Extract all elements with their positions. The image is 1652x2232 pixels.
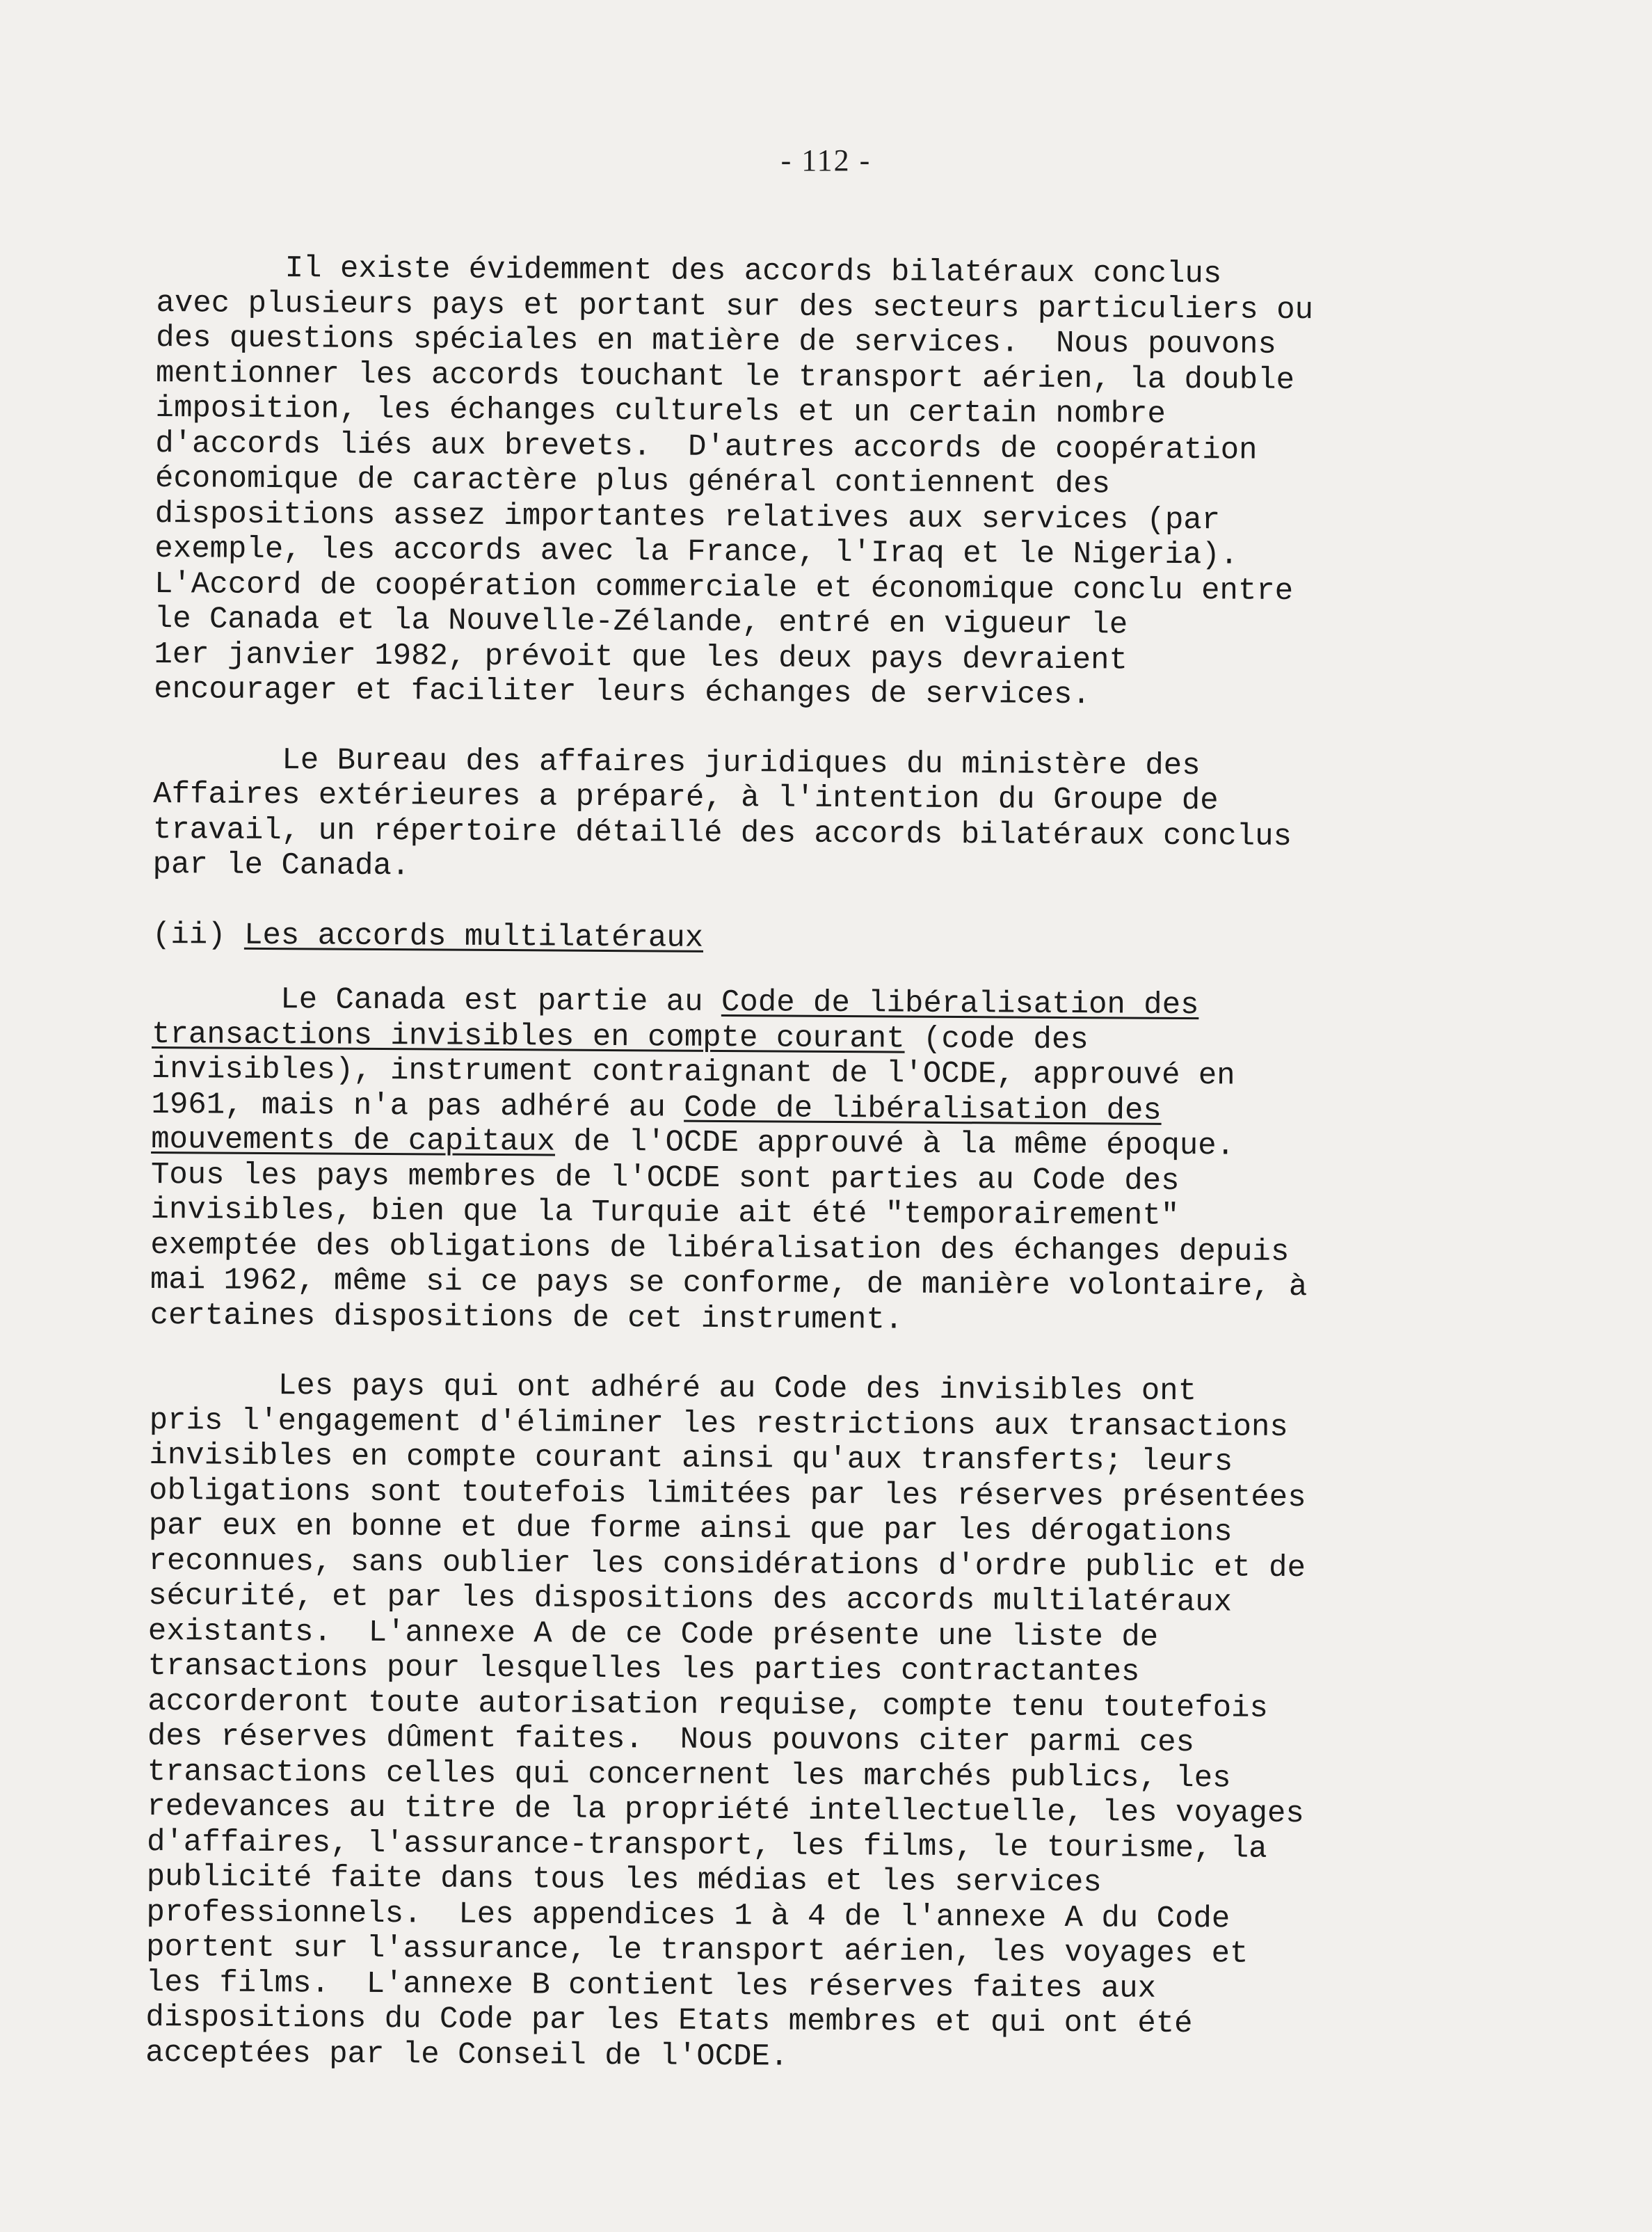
text-line: travail, un répertoire détaillé des accords bilatéraux conclus [152, 812, 1292, 854]
text-line: d'affaires, l'assurance-transport, les films, le tourisme, la [146, 1824, 1267, 1867]
text-line: pris l'engagement d'éliminer les restrictions aux transactions [149, 1403, 1288, 1445]
text-line: des questions spéciales en matière de services. Nous pouvons [156, 320, 1277, 362]
text-line: transactions pour lesquelles les parties contractantes [147, 1648, 1140, 1690]
text-line: dispositions du Code par les Etats membres et qui ont été [145, 2000, 1193, 2042]
text-line: par eux en bonne et due forme ainsi que par les dérogations [148, 1508, 1233, 1550]
text-line: par le Canada. [152, 847, 410, 884]
text-line: 1er janvier 1982, prévoit que les deux pays devraient [154, 637, 1128, 678]
text-line: Les pays qui ont adhéré au Code des invisibles ont [149, 1367, 1197, 1410]
text-fragment: 1961, mais n'a pas adhéré au [151, 1087, 684, 1126]
text-fragment: Le Canada est partie au [152, 981, 722, 1020]
underlined-code-title: transactions invisibles en compte courant [151, 1017, 905, 1057]
text-line: encourager et faciliter leurs échanges de services. [153, 671, 1091, 713]
text-line: transactions celles qui concernent les marchés publics, les [147, 1754, 1231, 1796]
text-line: portent sur l'assurance, le transport aérien, les voyages et [145, 1929, 1249, 1972]
paragraph-bilateral-agreements [154, 250, 1492, 715]
text-line: L'Accord de coopération commerciale et économique conclu entre [154, 566, 1294, 609]
text-line: certaines dispositions de cet instrument. [150, 1298, 904, 1338]
text-line: les films. L'annexe B contient les réserves faites aux [145, 1965, 1157, 2007]
text-line: sécurité, et par les dispositions des accords multilatéraux [148, 1578, 1233, 1620]
text-line: le Canada et la Nouvelle-Zélande, entré en vigueur le [154, 601, 1128, 643]
text-line: Il existe évidemment des accords bilatéraux conclus [156, 250, 1222, 292]
text-line: invisibles), instrument contraignant de l'OCDE, approuvé en [151, 1051, 1235, 1094]
underlined-code-title: Code de libéralisation des [721, 985, 1199, 1023]
text-line: professionnels. Les appendices 1 à 4 de l'annexe A du Code [146, 1895, 1230, 1936]
text-line: imposition, les échanges culturels et un certain nombre [155, 390, 1166, 432]
text-line: d'accords liés aux brevets. D'autres accords de coopération [155, 426, 1258, 468]
text-line: acceptées par le Conseil de l'OCDE. [145, 2035, 789, 2075]
text-line: exemple, les accords avec la France, l'Iraq et le Nigeria). [154, 531, 1239, 573]
text-line: invisibles, bien que la Turquie ait été "temporairement" [150, 1192, 1180, 1234]
text-line: avec plusieurs pays et portant sur des secteurs particuliers ou [156, 285, 1314, 328]
text-line: accorderont toute autorisation requise, compte tenu toutefois [147, 1684, 1269, 1726]
text-line: publicité faite dans tous les médias et les services [146, 1859, 1102, 1901]
paragraph-legal-bureau [152, 742, 1489, 891]
text-line: Affaires extérieures a préparé, à l'intention du Groupe de [153, 776, 1219, 819]
text-line: exemptée des obligations de libéralisation des échanges depuis [150, 1227, 1290, 1270]
text-line: redevances au titre de la propriété intellectuelle, les voyages [147, 1789, 1304, 1832]
text-line: reconnues, sans oublier les considérations d'ordre public et de [148, 1543, 1306, 1586]
text-line: des réserves dûment faites. Nous pouvons citer parmi ces [147, 1719, 1195, 1761]
text-line: dispositions assez importantes relatives aux services (par [154, 496, 1221, 538]
section-number: (ii) [152, 917, 245, 953]
underlined-code-title: mouvements de capitaux [151, 1122, 556, 1160]
text-line: Le Bureau des affaires juridiques du ministère des [153, 742, 1201, 783]
text-line: mai 1962, même si ce pays se conforme, de manière volontaire, à [150, 1262, 1308, 1305]
body-text [145, 250, 1492, 2114]
section-title: Les accords multilatéraux [243, 918, 704, 956]
text-line: invisibles en compte courant ainsi qu'aux transferts; leurs [149, 1437, 1233, 1480]
paragraph-oecd-codes [150, 982, 1487, 1341]
text-line: obligations sont toutefois limitées par les réserves présentées [148, 1473, 1306, 1515]
underlined-code-title: Code de libéralisation des [684, 1090, 1162, 1129]
text-line: mentionner les accords touchant le transport aérien, la double [155, 356, 1295, 398]
text-fragment: de l'OCDE approuvé à la même époque. [554, 1124, 1235, 1164]
page-number: - 112 - [780, 143, 872, 177]
paragraph-invisibles-obligations [145, 1368, 1485, 2079]
text-line: existants. L'annexe A de ce Code présente une liste de [147, 1613, 1159, 1655]
text-fragment: (code des [904, 1021, 1089, 1058]
text-line: Tous les pays membres de l'OCDE sont parties au Code des [150, 1157, 1180, 1199]
section-heading [152, 917, 1488, 960]
text-line: économique de caractère plus général contiennent des [154, 461, 1111, 502]
